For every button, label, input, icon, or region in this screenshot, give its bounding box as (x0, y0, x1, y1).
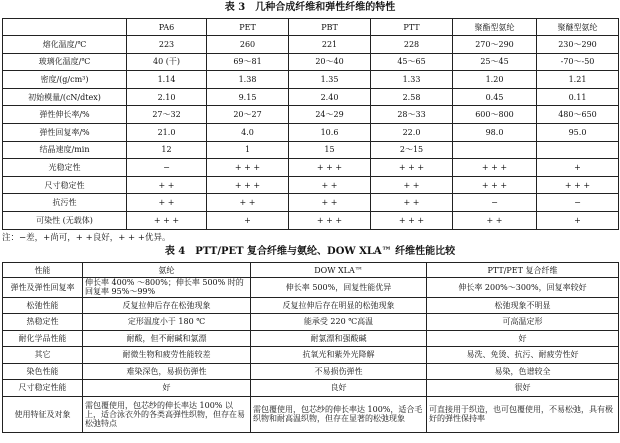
table3-cell: + (537, 159, 619, 177)
table3-cell: + + (289, 176, 371, 194)
table3-cell: 15 (289, 141, 371, 159)
table4-cell: 伸长率 500%，回复性能优异 (251, 278, 427, 298)
table3-cell: + + + (371, 211, 453, 229)
table3 (2, 18, 619, 230)
table3-cell (453, 141, 537, 159)
table4-cell: 良好 (251, 380, 427, 397)
table3-cell: + + + (371, 159, 453, 177)
table3-header-cell: PET (207, 19, 289, 36)
table3-cell: − (453, 194, 537, 212)
table3-cell: 69～81 (207, 53, 289, 71)
table3-cell: 4.0 (207, 123, 289, 141)
table4-header-cell: 性能 (3, 263, 83, 278)
table4-caption: 表 4 PTT/PET 复合纤维与氨纶、DOW XLA™ 纤维性能比较 (164, 246, 456, 257)
table3-row (3, 141, 619, 159)
table4-cell: 能承受 220 ℃高温 (251, 314, 427, 331)
table4-row (3, 314, 619, 331)
table3-row (3, 194, 619, 212)
table3-row (3, 106, 619, 124)
table3-cell: 230～290 (537, 36, 619, 54)
table4-row (3, 380, 619, 397)
table3-cell: + + + (207, 176, 289, 194)
table3-cell: + (207, 211, 289, 229)
table4-row-label: 尺寸稳定性能 (3, 380, 83, 397)
table3-cell: 20～27 (207, 106, 289, 124)
table4-cell: 耐酸，但不耐碱和氯漂 (83, 330, 251, 347)
table3-cell: 480～650 (537, 106, 619, 124)
table3-row (3, 53, 619, 71)
table4-cell: 反复拉伸后存在松弛现象 (83, 297, 251, 314)
table4-cell: 耐氯漂和强酸碱 (251, 330, 427, 347)
table3-cell: + + + (537, 176, 619, 194)
table3-row-label: 玻璃化温度/℃ (3, 53, 127, 71)
table3-cell: 1.33 (371, 71, 453, 89)
table3-cell: 9.15 (207, 88, 289, 106)
table3-cell: + + (371, 176, 453, 194)
table4-cell: 伸长率 200%～300%，回复率较好 (427, 278, 619, 298)
table3-cell: -70～-50 (537, 53, 619, 71)
table3-row-label: 弹性伸长率/% (3, 106, 127, 124)
table4-header-cell: DOW XLA™ (251, 263, 427, 278)
table3-cell: 24～29 (289, 106, 371, 124)
table4-row-label: 其它 (3, 347, 83, 364)
table4-row-label: 松弛性能 (3, 297, 83, 314)
table3-cell: + + + (453, 176, 537, 194)
table3-header-cell: PTT (371, 19, 453, 36)
table4-row-label: 耐化学品性能 (3, 330, 83, 347)
table4-cell: 定形温度小于 180 ℃ (83, 314, 251, 331)
table3-row (3, 123, 619, 141)
table4-row (3, 297, 619, 314)
table3-cell: 600～800 (453, 106, 537, 124)
table3-header-cell: PBT (289, 19, 371, 36)
table4-cell: 易洗、免烫、抗污、耐疲劳性好 (427, 347, 619, 364)
table3-cell: 270～290 (453, 36, 537, 54)
table3-cell: 0.45 (453, 88, 537, 106)
table4-row-label: 热稳定性 (3, 314, 83, 331)
table3-cell: 10.6 (289, 123, 371, 141)
table4-cell: 松弛现象不明显 (427, 297, 619, 314)
table3-cell: 228 (371, 36, 453, 54)
table4-cell: 好 (427, 330, 619, 347)
table3-cell: 2.58 (371, 88, 453, 106)
table4-cell: 可直接用于织造，也可包覆使用，不易松弛，具有极好的弹性保持率 (427, 396, 619, 432)
table3-cell: 1.21 (537, 71, 619, 89)
table3-row (3, 71, 619, 89)
table3-cell: 2～15 (371, 141, 453, 159)
table3-cell: + + + (289, 211, 371, 229)
table3-cell: 1 (207, 141, 289, 159)
table4-cell: 耐微生物和疲劳性能较差 (83, 347, 251, 364)
table4-header-cell: PTT/PET 复合纤维 (427, 263, 619, 278)
table3-header-cell: PA6 (127, 19, 207, 36)
table3-caption: 表 3 几种合成纤维和弹性纤维的特性 (224, 2, 396, 13)
table3-cell: 2.40 (289, 88, 371, 106)
table3-row (3, 159, 619, 177)
table3-cell (537, 141, 619, 159)
table3-row (3, 88, 619, 106)
table3-cell: 28～33 (371, 106, 453, 124)
table3-row (3, 211, 619, 229)
table3-row-label: 尺寸稳定性 (3, 176, 127, 194)
table3-row-label: 弹性回复率/% (3, 123, 127, 141)
table4-cell: 可高温定形 (427, 314, 619, 331)
table3-cell: 1.20 (453, 71, 537, 89)
table3-cell: 12 (127, 141, 207, 159)
table3-cell: 1.35 (289, 71, 371, 89)
table3-cell: 95.0 (537, 123, 619, 141)
table4-cell: 反复拉伸后存在明显的松弛现象 (251, 297, 427, 314)
table3-note: 注：−差，+尚可，+ +良好，+ + +优异。 (2, 233, 171, 243)
table4-row-label: 弹性及弹性回复率 (3, 278, 83, 298)
table4-row (3, 278, 619, 298)
table3-cell: + + + (207, 159, 289, 177)
table3-row-label: 结晶速度/min (3, 141, 127, 159)
table3-cell: + + + (127, 211, 207, 229)
table4-cell: 不易损伤弹性 (251, 363, 427, 380)
table3-header-cell: 聚醚型氨纶 (537, 19, 619, 36)
table3-cell: 1.14 (127, 71, 207, 89)
table3-cell: + + + (289, 159, 371, 177)
table4-cell: 易染，色谱较全 (427, 363, 619, 380)
table4-row-label: 染色性能 (3, 363, 83, 380)
table4-row (3, 396, 619, 432)
table3-cell: + + (207, 194, 289, 212)
table4-cell: 需包覆使用，包芯纱的伸长率达 100% 以上，适合泳衣外的各类高弹性织物，但存在易松弛特点 (83, 396, 251, 432)
table4-cell: 很好 (427, 380, 619, 397)
table4-row (3, 347, 619, 364)
table3-cell: 27～32 (127, 106, 207, 124)
table3-header-cell (3, 19, 127, 36)
table4-row-label: 使用特征及对象 (3, 396, 83, 432)
table3-row-label: 熔化温度/℃ (3, 36, 127, 54)
table3-row (3, 176, 619, 194)
table3-cell: 223 (127, 36, 207, 54)
table3-cell: 20～40 (289, 53, 371, 71)
table4 (2, 262, 619, 433)
table3-cell: 2.10 (127, 88, 207, 106)
table3-row-label: 可染性 (无载体) (3, 211, 127, 229)
table4-row (3, 363, 619, 380)
table3-cell: − (127, 159, 207, 177)
table3-row-label: 初始模量/(cN/dtex) (3, 88, 127, 106)
table3-header-cell: 聚酯型氨纶 (453, 19, 537, 36)
table4-cell: 抗氧光和紫外光降解 (251, 347, 427, 364)
table3-cell: + + (371, 194, 453, 212)
table4-cell: 需包覆使用，包芯纱的伸长率达 100%，适合毛织物和耐高温织物，但存在显著的松弛现象 (251, 396, 427, 432)
table3-cell: + + (289, 194, 371, 212)
table3-row (3, 36, 619, 54)
table3-cell: 1.38 (207, 71, 289, 89)
table3-cell: 22.0 (371, 123, 453, 141)
table3-cell: + + (127, 176, 207, 194)
table3-cell: + + + (453, 159, 537, 177)
table3-cell: − (537, 194, 619, 212)
table3-cell: + + (127, 194, 207, 212)
table3-cell: + + (453, 211, 537, 229)
table4-header-cell: 氨纶 (83, 263, 251, 278)
table3-cell: 45～65 (371, 53, 453, 71)
table3-cell: 25～45 (453, 53, 537, 71)
table4-cell: 好 (83, 380, 251, 397)
table4-row (3, 330, 619, 347)
table4-header-row (3, 263, 619, 278)
table3-row-label: 光稳定性 (3, 159, 127, 177)
table3-cell: 21.0 (127, 123, 207, 141)
table3-row-label: 抗污性 (3, 194, 127, 212)
table3-cell: 98.0 (453, 123, 537, 141)
table3-row-label: 密度/(g/cm³) (3, 71, 127, 89)
table4-cell: 伸长率 400% ～800%；伸长率 500% 时的回复率 95%～99% (83, 278, 251, 298)
table3-cell: 221 (289, 36, 371, 54)
table3-cell: 0.11 (537, 88, 619, 106)
table3-cell: 260 (207, 36, 289, 54)
table3-cell: 40 (干) (127, 53, 207, 71)
table4-cell: 难染深色，易损伤弹性 (83, 363, 251, 380)
table3-cell: + (537, 211, 619, 229)
table3-header-row (3, 19, 619, 36)
